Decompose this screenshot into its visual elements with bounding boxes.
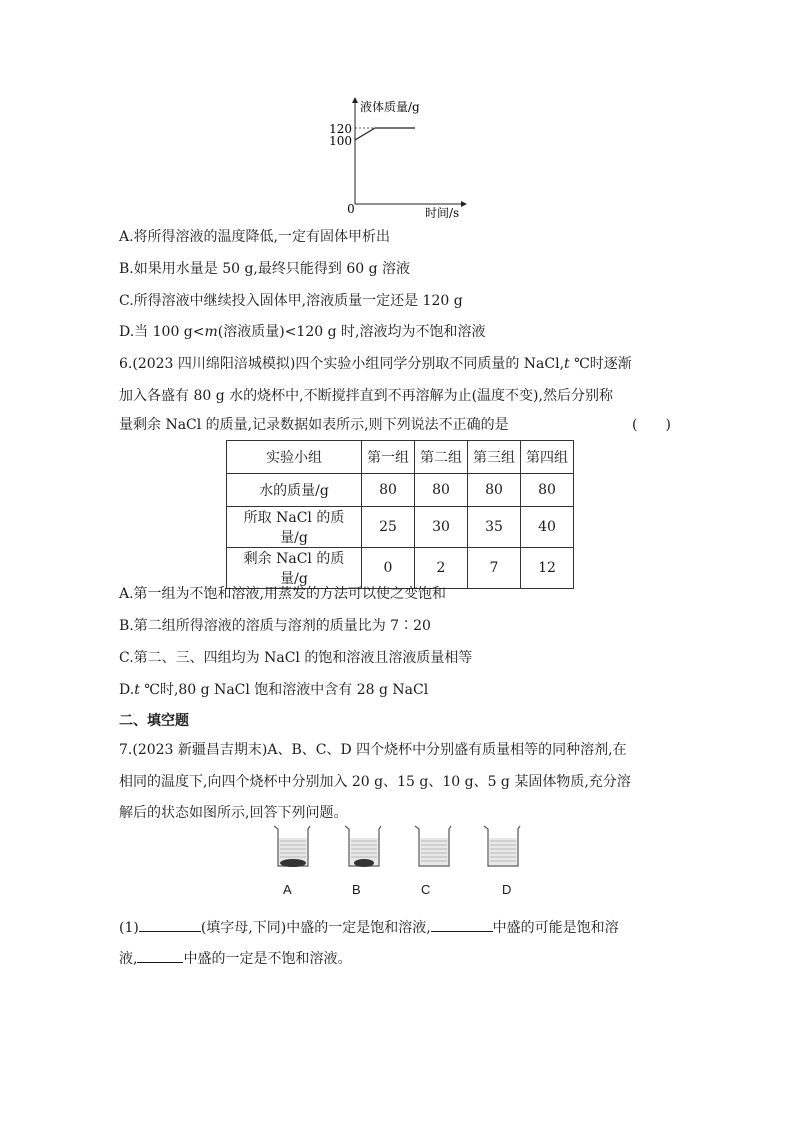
beaker-c-diagram [413,824,453,868]
nacl-data-table [226,440,574,589]
q7-sub1-text-2: 中盛的可能是饱和溶 [492,920,619,936]
table-cell: 25 [362,507,415,548]
table-cell: 所取 NaCl 的质量/g [227,507,362,548]
x-axis-label: 时间/s [425,206,460,220]
table-cell: 0 [362,548,415,589]
table-header-cell: 第二组 [415,441,468,474]
q6-line-2: 加入各盛有 80 g 水的烧杯中,不断搅拌直到不再溶解为止(温度不变),然后分别称 [119,388,613,404]
q7-line-2: 相同的温度下,向四个烧杯中分别加入 20 g、15 g、10 g、5 g 某固体物质,充分溶 [119,774,631,790]
table-row [227,548,574,589]
table-cell: 80 [521,474,574,507]
section-title: 二、填空题 [119,713,189,729]
origin-label: 0 [347,202,355,216]
y-axis-label: 液体质量/g [360,100,420,114]
q6-option-d-post: ℃时,80 g NaCl 饱和溶液中含有 28 g NaCl [139,682,429,698]
table-header-cell: 第三组 [468,441,521,474]
table-cell: 80 [468,474,521,507]
table-cell: 剩余 NaCl 的质量/g [227,548,362,589]
q7-sub1-number: (1) [119,920,139,936]
q5-option-d-var: m [204,324,218,340]
q7-line-1: 7.(2023 新疆昌吉期末)A、B、C、D 四个烧杯中分别盛有质量相等的同种溶剂,在 [119,742,627,758]
mass-time-chart [318,92,478,220]
beaker-label-a: A [283,882,292,897]
table-cell: 12 [521,548,574,589]
q5-option-a: A.将所得溶液的温度降低,一定有固体甲析出 [119,229,391,245]
q7-sub1-line-2 [119,948,351,969]
q5-option-c: C.所得溶液中继续投入固体甲,溶液质量一定还是 120 g [119,293,463,309]
q6-option-c: C.第二、三、四组均为 NaCl 的饱和溶液且溶液质量相等 [119,650,473,666]
q6-option-b: B.第二组所得溶液的溶质与溶剂的质量比为 7∶20 [119,618,431,634]
table-header-row [227,441,574,474]
table-cell: 水的质量/g [227,474,362,507]
beaker-label-d: D [502,882,512,897]
q6-line-3: 量剩余 NaCl 的质量,记录数据如表所示,则下列说法不正确的是 [119,417,509,433]
beaker-label-b: B [352,882,361,897]
q5-option-d [119,322,485,342]
q5-option-d-pre: D.当 100 g< [119,324,205,340]
answer-blank-2[interactable] [431,917,493,932]
beaker-d-diagram [482,824,522,868]
q5-option-b: B.如果用水量是 50 g,最终只能得到 60 g 溶液 [119,261,410,277]
q7-sub1-line-1 [119,917,619,938]
y-tick-100: 100 [329,134,352,148]
table-row [227,507,574,548]
q6-option-a: A.第一组为不饱和溶液,用蒸发的方法可以使之变饱和 [119,586,447,602]
table-cell: 2 [415,548,468,589]
q5-option-d-post: (溶液质量)<120 g 时,溶液均为不饱和溶液 [217,324,486,340]
table-header-cell: 第一组 [362,441,415,474]
table-row [227,474,574,507]
beaker-label-c: C [421,882,431,897]
table-cell: 80 [415,474,468,507]
q6-answer-paren: ( ) [632,417,671,433]
q6-temp-var: t [564,356,570,372]
undissolved-solid [280,859,306,867]
q6-line-1-post: ℃时逐渐 [569,356,632,372]
table-cell: 35 [468,507,521,548]
q7-sub1-text-1: (填字母,下同)中盛的一定是饱和溶液, [200,920,431,936]
q6-option-d-pre: D. [119,682,135,698]
beaker-a-diagram [272,824,312,868]
q6-line-1 [119,354,632,374]
table-cell: 7 [468,548,521,589]
q7-sub1-text-4: 中盛的一定是不饱和溶液。 [183,951,352,967]
answer-blank-3[interactable] [137,948,183,963]
answer-blank-1[interactable] [139,917,201,932]
q7-sub1-text-3: 液, [119,951,138,967]
table-cell: 40 [521,507,574,548]
undissolved-solid [354,859,374,867]
table-cell: 80 [362,474,415,507]
y-tick-120: 120 [329,122,352,136]
q6-line-1-pre: 6.(2023 四川绵阳涪城模拟)四个实验小组同学分别取不同质量的 NaCl, [119,356,565,372]
q6-option-d-var: t [134,682,140,698]
table-header-cell: 实验小组 [227,441,362,474]
table-header-cell: 第四组 [521,441,574,474]
beaker-b-diagram [343,824,383,868]
table-cell: 30 [415,507,468,548]
q7-line-3: 解后的状态如图所示,回答下列问题。 [119,805,348,821]
q6-option-d [119,680,428,700]
series-line [355,128,415,140]
